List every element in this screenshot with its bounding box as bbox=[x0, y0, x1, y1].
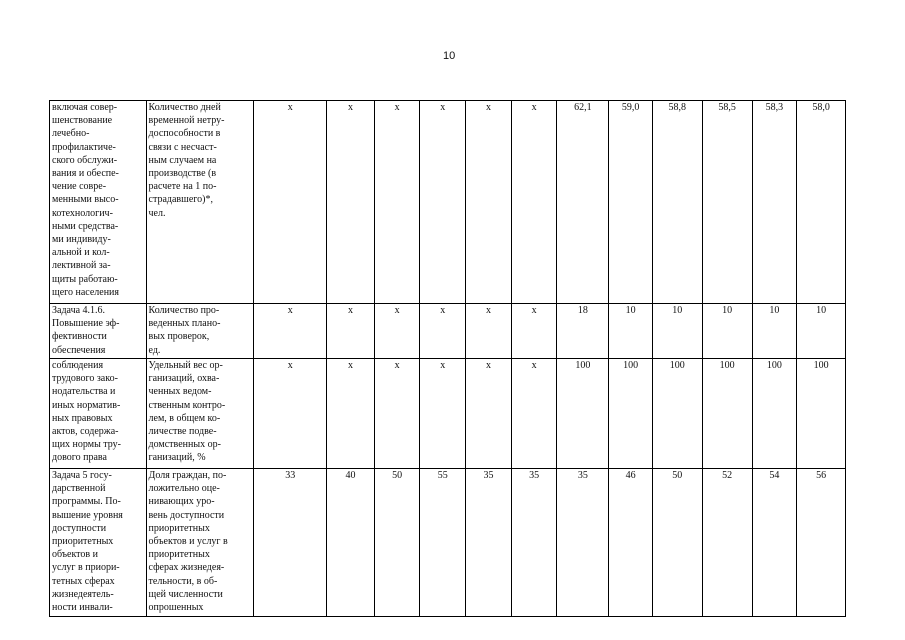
value-cell: 10 bbox=[609, 304, 653, 359]
value-cell: 35 bbox=[466, 469, 512, 617]
table-row bbox=[50, 101, 846, 304]
value-cell: x bbox=[511, 304, 557, 359]
value-cell: x bbox=[254, 304, 327, 359]
value-cell: 50 bbox=[374, 469, 420, 617]
value-cell: x bbox=[327, 359, 375, 469]
value-cell: x bbox=[420, 101, 466, 304]
value-cell: 100 bbox=[702, 359, 752, 469]
value-cell: 100 bbox=[752, 359, 797, 469]
page-number: 10 bbox=[443, 50, 456, 62]
value-cell: 18 bbox=[557, 304, 609, 359]
value-cell: 50 bbox=[652, 469, 702, 617]
value-cell: x bbox=[466, 304, 512, 359]
value-cell: x bbox=[420, 304, 466, 359]
value-cell: 52 bbox=[702, 469, 752, 617]
value-cell: 56 bbox=[797, 469, 846, 617]
table-row bbox=[50, 469, 846, 617]
table-row bbox=[50, 359, 846, 469]
value-cell: x bbox=[374, 101, 420, 304]
indicators-table bbox=[49, 100, 846, 617]
value-cell: 54 bbox=[752, 469, 797, 617]
task-cell: соблюдения трудового зако- нодательства и иных норматив- ных правовых актов, содержа- щих нормы тру- дового права bbox=[50, 359, 147, 469]
value-cell: x bbox=[511, 101, 557, 304]
value-cell: x bbox=[420, 359, 466, 469]
value-cell: 10 bbox=[752, 304, 797, 359]
value-cell: 35 bbox=[511, 469, 557, 617]
value-cell: 55 bbox=[420, 469, 466, 617]
value-cell: x bbox=[254, 359, 327, 469]
value-cell: 100 bbox=[557, 359, 609, 469]
indicator-cell: Удельный вес ор- ганизаций, охва- ченных ведом- ственным контро- лем, в общем ко- личестве подве- домственных ор- ганизаций, % bbox=[146, 359, 254, 469]
value-cell: x bbox=[374, 359, 420, 469]
table-row bbox=[50, 304, 846, 359]
value-cell: 35 bbox=[557, 469, 609, 617]
value-cell: x bbox=[466, 101, 512, 304]
value-cell: 46 bbox=[609, 469, 653, 617]
task-cell: включая совер- шенствование лечебно- профилактиче- ского обслужи- вания и обеспе- чение совре- менными высо- котехнологич- ными средства- ми индивиду- альной и кол- лективной за- щиты работаю- щего населения bbox=[50, 101, 147, 304]
value-cell: x bbox=[254, 101, 327, 304]
task-cell: Задача 5 госу- дарственной программы. По- вышение уровня доступности приоритетных объектов и услуг в приори- тетных сферах жизнедеятель- ности инвали- bbox=[50, 469, 147, 617]
value-cell: 100 bbox=[652, 359, 702, 469]
value-cell: x bbox=[466, 359, 512, 469]
value-cell: 10 bbox=[797, 304, 846, 359]
indicator-cell: Количество про- веденных плано- вых проверок, ед. bbox=[146, 304, 254, 359]
task-cell: Задача 4.1.6. Повышение эф- фективности обеспечения bbox=[50, 304, 147, 359]
value-cell: x bbox=[511, 359, 557, 469]
value-cell: 100 bbox=[797, 359, 846, 469]
value-cell: 62,1 bbox=[557, 101, 609, 304]
value-cell: 59,0 bbox=[609, 101, 653, 304]
value-cell: 58,5 bbox=[702, 101, 752, 304]
value-cell: x bbox=[374, 304, 420, 359]
value-cell: 10 bbox=[702, 304, 752, 359]
value-cell: 10 bbox=[652, 304, 702, 359]
value-cell: 58,0 bbox=[797, 101, 846, 304]
value-cell: 58,8 bbox=[652, 101, 702, 304]
value-cell: 58,3 bbox=[752, 101, 797, 304]
value-cell: 100 bbox=[609, 359, 653, 469]
indicator-cell: Количество дней временной нетру- доспособности в связи с несчаст- ным случаем на производстве (в расчете на 1 по- страдавшего)*, чел. bbox=[146, 101, 254, 304]
indicator-cell: Доля граждан, по- ложительно оце- нивающих уро- вень доступности приоритетных объектов и услуг в приоритетных сферах жизнедея- тельности, в об- щей численности опрошенных bbox=[146, 469, 254, 617]
value-cell: 33 bbox=[254, 469, 327, 617]
value-cell: x bbox=[327, 304, 375, 359]
value-cell: x bbox=[327, 101, 375, 304]
value-cell: 40 bbox=[327, 469, 375, 617]
